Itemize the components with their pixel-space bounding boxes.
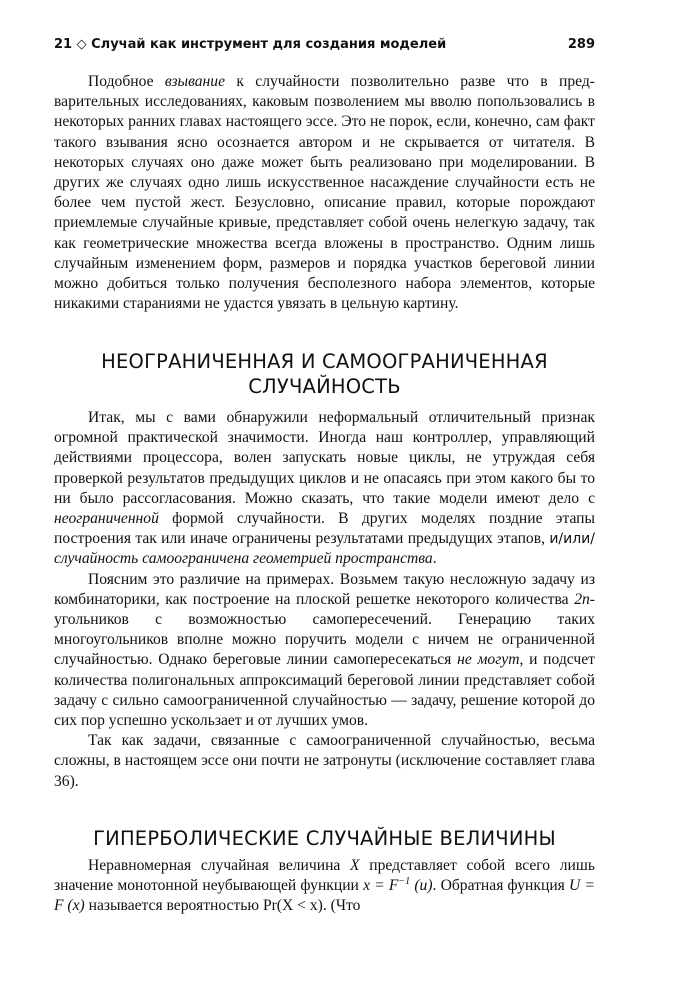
running-head: [54, 34, 595, 56]
paragraph-5-text-c: . Обратная функция: [432, 877, 570, 895]
paragraph-2: [54, 408, 595, 570]
paragraph-5-text-e: . (Что: [322, 897, 361, 915]
paragraph-5-math-u: U = F (x): [54, 877, 595, 915]
paragraph-3-emphasis: не могут: [457, 651, 520, 669]
text-block-intro: [54, 72, 595, 314]
paragraph-5-math-x: X: [350, 857, 360, 874]
text-block-section-1: [54, 408, 595, 792]
paragraph-5-math-inverse-base: x = F: [363, 877, 399, 895]
paragraph-5-math-inverse: [363, 877, 432, 894]
paragraph-3-text-c: , и подсчет количества полигональных аппроксимаций береговой линии представляет собой задачу с сильно самоограниченной случайностью — задачу, решение которой до сих пор успешно ускользает и от лучших умов.: [54, 651, 595, 730]
paragraph-2-text-b: формой случайности. В других моделях поздние этапы построения так или иначе ограничены результатами предыдущих этапов,: [54, 510, 595, 548]
section-heading-1-line-1: НЕОГРАНИЧЕННАЯ И САМООГРАНИЧЕННАЯ: [101, 350, 548, 373]
paragraph-2-and-or: и/или/: [549, 531, 595, 548]
paragraph-1-text-b: к случайности позволительно разве что в предварительных исследованиях, каковым позволением мы вволю попользовались в некоторых ранних главах настоящего эссе. Это не порок, если, конечно, сам факт такого взывания ясно осознается автором и не скрывается от читателя. В некоторых случаях оно даже может быть реализовано при моделировании. В других же случаях одно лишь искусственное насаждение случайности есть не более чем пустой жест. Безусловно, описание правил, которые порождают приемлемые случайные кривые, представляет собой очень нелегкую задачу, так как геометрические множества всегда вложены в пространство. Одним лишь случайным изменением форм, размеров и порядка участков береговой линии можно добиться только получения бесполезного набора элементов, которые никакими стараниями не удастся увязать в цельную картину.: [54, 73, 595, 313]
paragraph-5-math-inverse-exponent: −1: [398, 876, 411, 888]
paragraph-1: [54, 72, 595, 314]
paragraph-5-text-d: называется вероятностью: [84, 897, 263, 915]
paragraph-4-text: Так как задачи, связанные с самоограниченной случайностью, весьма сложны, в настоящем эссе они почти не затронуты (исключение составляет глава 36).: [54, 732, 595, 790]
paragraph-3: [54, 570, 595, 732]
paragraph-3-math-2n: 2n: [574, 590, 590, 608]
page-number: 289: [567, 37, 595, 52]
section-heading-2-line-1: ГИПЕРБОЛИЧЕСКИЕ СЛУЧАЙНЫЕ ВЕЛИЧИНЫ: [93, 827, 556, 850]
paragraph-5-math-inverse-arg: (u): [410, 877, 433, 895]
section-heading-1-line-2: СЛУЧАЙНОСТЬ: [248, 375, 401, 398]
paragraph-5-text-a: Неравномерная случайная величина: [88, 857, 351, 874]
section-heading-1: [54, 349, 595, 399]
paragraph-1-emphasis: взывание: [164, 73, 226, 90]
paragraph-3-text-b: -угольников с возможностью самопересечений. Генерацию таких многоугольников вполне можно поручить модели с ничем не ограниченной случайностью. Однако береговые линии самопересекаться: [54, 590, 595, 669]
paragraph-4: [54, 731, 595, 792]
document-page: [54, 0, 595, 990]
paragraph-3-text-a: Поясним это различие на примерах. Возьмем такую несложную задачу из комбинаторики, как построение на плоской решетке некоторого количества: [54, 570, 595, 608]
paragraph-2-text-a: Итак, мы с вами обнаружили неформальный отличительный признак огромной практической значимости. Иногда наш контроллер, управляющий действиями процессора, волен запускать новые циклы, не утруждая себя проверкой результатов предыдущих циклов и не опасаясь при этом какого бы то ни было рассогласования. Можно сказать, что такие модели имеют дело с: [54, 409, 595, 507]
paragraph-5: [54, 856, 595, 917]
paragraph-2-emphasis-2: случайность самоограничена геометрией пространства: [54, 550, 433, 568]
text-block-section-2: [54, 856, 595, 917]
paragraph-5-text-b: представляет собой всего лишь значение монотонной неубывающей функции: [54, 857, 595, 895]
paragraph-2-emphasis-1: неограниченной: [54, 510, 159, 528]
section-heading-2: [54, 826, 595, 851]
paragraph-5-math-probability: Pr(X < x): [262, 897, 323, 915]
paragraph-1-text-a: Подобное: [88, 73, 165, 90]
paragraph-2-text-d: .: [432, 550, 437, 568]
chapter-title: 21 ◇ Случай как инструмент для создания моделей: [54, 37, 447, 52]
